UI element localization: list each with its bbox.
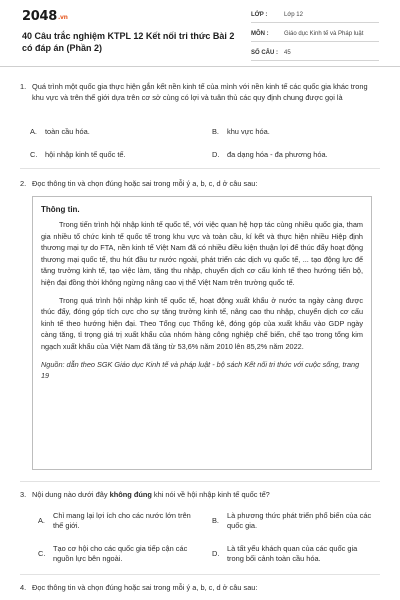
question-divider <box>20 481 380 482</box>
question-text: Quá trình một quốc gia thực hiện gắn kết nền kinh tế của mình với nền kinh tế các quốc gia khác trong khu vực và trên thế giới dựa trên cơ sở cùng có lợi và tuân thủ các quy định chung được gọi là <box>32 82 368 102</box>
meta-label: SỐ CÂU : <box>251 50 278 56</box>
question-text <box>32 489 380 500</box>
q1-option-c[interactable] <box>30 150 190 160</box>
q3-option-a[interactable] <box>38 511 198 531</box>
meta-row-class <box>251 8 379 23</box>
option-text: khu vực hóa. <box>227 127 270 136</box>
logo-text: 2048 <box>22 9 57 24</box>
q3-option-c[interactable] <box>38 544 198 564</box>
question-number: 4. <box>20 583 27 592</box>
option-label: C. <box>30 150 38 159</box>
meta-value: 45 <box>284 50 291 56</box>
option-label: A. <box>38 516 45 525</box>
meta-value: Lớp 12 <box>284 12 303 18</box>
option-text: hội nhập kinh tế quốc tế. <box>45 150 126 159</box>
q1-option-a[interactable] <box>30 127 180 137</box>
question-divider <box>20 168 380 169</box>
question-text: Đọc thông tin và chọn đúng hoặc sai trong mỗi ý a, b, c, d ở câu sau: <box>32 179 258 188</box>
question-2 <box>20 178 380 189</box>
document-title: 40 Câu trắc nghiệm KTPL 12 Kết nối tri thức Bài 2 có đáp án (Phần 2) <box>22 31 235 53</box>
question-number: 2. <box>20 179 27 188</box>
q3-option-d[interactable] <box>212 544 372 564</box>
info-heading: Thông tin. <box>41 205 80 214</box>
question-number: 3. <box>20 490 27 499</box>
option-label: A. <box>30 127 37 136</box>
question-emphasis: không đúng <box>109 490 152 499</box>
question-text: Đọc thông tin và chọn đúng hoặc sai trong mỗi ý a, b, c, d ở câu sau: <box>32 583 258 592</box>
option-text: Là phương thức phát triển phổ biến của các quốc gia. <box>227 511 372 530</box>
question-4 <box>20 582 380 593</box>
option-label: B. <box>212 516 219 525</box>
site-logo[interactable] <box>22 9 68 24</box>
document-header <box>0 0 400 67</box>
meta-label: MÔN : <box>251 31 269 37</box>
q1-option-b[interactable] <box>212 127 372 137</box>
option-label: C. <box>38 549 46 558</box>
info-paragraph: Trong quá trình hội nhập kinh tế quốc tế, hoạt động xuất khẩu ở nước ta ngày càng được thúc đẩy, đóng góp tích cực cho sự tăng trưởng kinh tế, nâng cao thu nhập, chuyển dịch cơ cấu kinh tế theo hướng hiện đại. Theo Tổng cục Thống kê, đóng góp của xuất khẩu vào GDP ngày càng tăng, tỉ trọng giá trị xuất khẩu của nhóm hàng công nghiệp chế biến, chế tạo trong tổng kim ngạch xuất khẩu của Việt Nam đã tăng từ 53,6% năm 2010 lên 85,2% năm 2022. <box>41 295 363 351</box>
option-text: đa dạng hóa - đa phương hóa. <box>227 150 328 159</box>
question-text-part: Nội dung nào dưới đây <box>32 490 110 499</box>
q1-option-d[interactable] <box>212 150 377 160</box>
option-text: toàn cầu hóa. <box>45 127 90 136</box>
option-text: Tạo cơ hội cho các quốc gia tiếp cận các nguồn lực bên ngoài. <box>53 544 188 563</box>
info-box <box>32 196 372 470</box>
option-label: D. <box>212 549 220 558</box>
logo-suffix: .vn <box>57 14 68 21</box>
question-number: 1. <box>20 82 27 91</box>
meta-value: Giáo dục Kinh tế và Pháp luật <box>284 31 364 37</box>
meta-label: LỚP : <box>251 12 268 18</box>
meta-row-count <box>251 46 379 61</box>
question-text-part: khi nói về hội nhập kinh tế quốc tế? <box>151 490 270 499</box>
option-label: D. <box>212 150 220 159</box>
option-label: B. <box>212 127 219 136</box>
meta-row-subject <box>251 27 379 42</box>
info-source: Nguồn: dẫn theo SGK Giáo dục Kinh tế và pháp luật - bộ sách Kết nối tri thức với cuộc sống, trang 19 <box>41 359 360 381</box>
question-3 <box>20 489 380 500</box>
info-paragraph: Trong tiến trình hội nhập kinh tế quốc tế, với việc quan hệ hợp tác cùng nhiều quốc gia, tham gia nhiều tổ chức kinh tế quốc tế trong khu vực và toàn cầu, kí kết và thực hiện nhiều Hiệp định thương mại tự do FTA, nền kinh tế Việt Nam đã có nhiều điều kiện thuận lợi để thúc đẩy hoạt động thương mại quốc tế, thu hút đầu tư nước ngoài, phát triển các dịch vụ quốc tế, ... tạo động lực để tăng trưởng kinh tế, tạo việc làm, tăng thu nhập, chuyển dịch cơ cấu kinh tế theo hướng tiến bộ, hiện đại đồng thời không ngừng nâng cao vị thế Việt Nam trên trường quốc tế. <box>41 220 363 287</box>
question-divider <box>20 574 380 575</box>
option-text: Là tất yếu khách quan của các quốc gia trong bối cảnh toàn cầu hóa. <box>227 544 358 563</box>
question-1 <box>20 81 380 103</box>
meta-table <box>251 8 379 65</box>
q3-option-b[interactable] <box>212 511 372 531</box>
option-text: Chỉ mang lại lợi ích cho các nước lớn trên thế giới. <box>53 511 191 530</box>
